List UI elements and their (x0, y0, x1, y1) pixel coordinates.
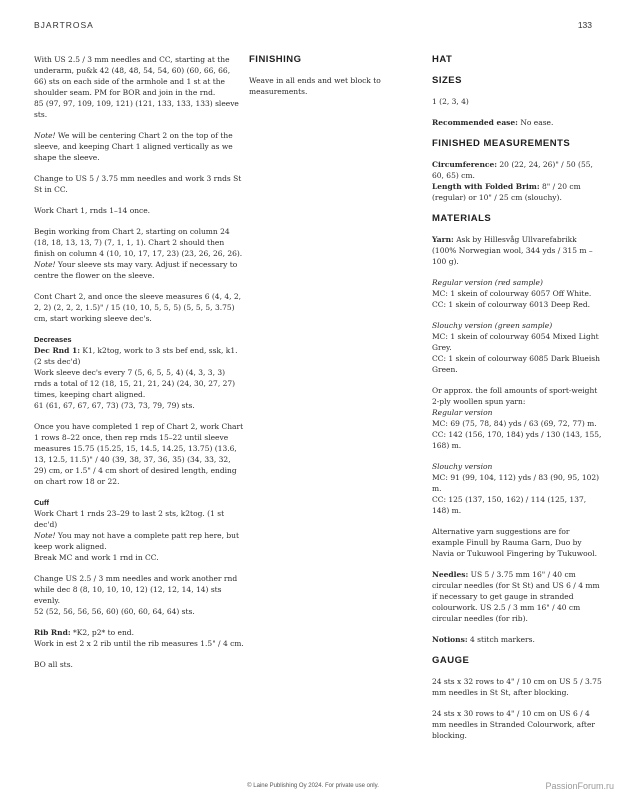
finished-measurements-heading: FINISHED MEASUREMENTS (432, 138, 571, 149)
sleeve-intro: With US 2.5 / 3 mm needles and CC, starting at the underarm, pu&k 42 (48, 48, 54, 54, 60) (60, 66, 66, 66) sts on each side of the armhole and 1 st at the shoulder seam. PM for BOR and join in the rnd. 85 (97, 97, 109, 109, 121) (121, 133, 133, 133) sleeve sts. (34, 55, 239, 119)
chart2-note-text: Your sleeve sts may vary. Adjust if necessary to centre the flower on the sleeve. (34, 260, 238, 280)
notions-text: 4 stitch markers. (467, 635, 535, 644)
sleeve-change-rib-needles: Change US 2.5 / 3 mm needles and work another rnd while dec 8 (8, 10, 10, 10, 12) (12, 12, 14, 14) sts evenly. 52 (52, 56, 56, 56, 60) (60, 60, 64, 64) sts. (34, 574, 238, 616)
sizes-text: 1 (2, 3, 4) (432, 97, 469, 106)
dec-rnd-label: Dec Rnd 1: (34, 346, 80, 355)
cuff-heading: Cuff (34, 498, 49, 507)
sleeve-note (34, 130, 244, 163)
gauge-stockinette: 24 sts x 32 rows to 4" / 10 cm on US 5 / 3.75 mm needles in St St, after blocking. (432, 677, 602, 697)
regular-version-text: MC: 1 skein of colourway 6057 Off White. CC: 1 skein of colourway 6013 Deep Red. (432, 289, 592, 309)
sleeve-chart2 (34, 226, 244, 281)
slouchy-version-text: MC: 1 skein of colourway 6054 Mixed Light Grey. CC: 1 skein of colourway 6085 Dark Blueish Green. (432, 332, 600, 374)
gauge-colourwork: 24 sts x 30 rows to 4" / 10 cm on US 6 / 4 mm needles in Stranded Colourwork, after blocking. (432, 709, 595, 740)
approx-regular-text: MC: 69 (75, 78, 84) yds / 63 (69, 72, 77) m. CC: 142 (156, 170, 184) yds / 130 (143, 155, 168) m. (432, 419, 602, 450)
approx-slouchy-label: Slouchy version (432, 462, 493, 471)
rib-label: Rib Rnd: (34, 628, 71, 637)
hat-heading: HAT (432, 54, 453, 65)
needles-label: Needles: (432, 570, 469, 579)
notions (432, 634, 602, 645)
yarn-alternatives: Alternative yarn suggestions are for example Finull by Rauma Garn, Duo by Navia or Tukuwool Fingering by Tukuwool. (432, 527, 597, 558)
decreases-block (34, 334, 244, 411)
decreases-heading: Decreases (34, 335, 72, 344)
circumference-text: 20 (22, 24, 26)" / 50 (55, 60, 65) cm. (432, 160, 593, 180)
bind-off: BO all sts. (34, 660, 73, 669)
rib-text: *K2, p2* to end. Work in est 2 x 2 rib until the rib measures 1.5" / 4 cm. (34, 628, 244, 648)
finishing-heading: FINISHING (249, 54, 302, 65)
finishing-text: Weave in all ends and wet block to measurements. (249, 76, 381, 96)
yarn-text: Ask by Hillesvåg Ullvarefabrikk (100% Norwegian wool, 344 yds / 315 m – 100 g). (432, 235, 593, 266)
regular-version-label: Regular version (red sample) (432, 278, 543, 287)
notions-label: Notions: (432, 635, 468, 644)
slouchy-version-label: Slouchy version (green sample) (432, 321, 553, 330)
ease-text: No ease. (517, 118, 554, 127)
ease (432, 117, 602, 128)
approx-slouchy (432, 461, 602, 516)
regular-version (432, 277, 602, 310)
finishing-column (249, 54, 399, 107)
cuff-block (34, 497, 244, 563)
yarn-label: Yarn: (432, 235, 454, 244)
length-label: Length with Folded Brim: (432, 182, 540, 191)
sleeve-change-needles: Change to US 5 / 3.75 mm needles and work 3 rnds St St in CC. (34, 174, 242, 194)
rib-block (34, 627, 244, 649)
approx-text: Or approx. the foll amounts of sport-weight 2-ply woollen spun yarn: (432, 386, 598, 406)
watermark: PassionForum.ru (545, 781, 614, 791)
cuff-text: Work Chart 1 rnds 23–29 to last 2 sts, k2tog. (1 st dec'd) (34, 509, 225, 529)
approx-regular-label: Regular version (432, 408, 493, 417)
length-text: 8" / 20 cm (regular) or 10" / 25 cm (slouchy). (432, 182, 581, 202)
sizes-heading: SIZES (432, 75, 462, 86)
running-header: BJARTROSA (34, 20, 94, 30)
sleeve-cont: Cont Chart 2, and once the sleeve measures 6 (4, 4, 2, 2, 2) (2, 2, 2, 1.5)" / 15 (10, 10, 5, 5, 5) (5, 5, 5, 3.75) cm, start working sleeve dec's. (34, 292, 242, 323)
ease-label: Recommended ease: (432, 118, 518, 127)
sleeve-repeat: Once you have completed 1 rep of Chart 2, work Chart 1 rows 8–22 once, then rep rnds 15–22 until sleeve measures 15.75 (15.25, 15, 14.5, 14.25, 13.75) (13.6, 13, 12.5, 11.5)" / 40 (39, 38, 37, 36, 35) (34, 33, 32, 29) cm, or 1.5" / 4 cm short of desired length, ending on chart row 18 or 22. (34, 422, 244, 486)
cuff-note-text: You may not have a complete patt rep here, but keep work aligned. Break MC and work 1 rnd in CC. (34, 531, 240, 562)
chart2-text: Begin working from Chart 2, starting on column 24 (18, 18, 13, 13, 7) (7, 1, 1, 1). Chart 2 should then finish on column 4 (10, 10, 17, 17, 23) (23, 26, 26, 26). (34, 227, 243, 258)
chart2-note-label: Note! (34, 260, 56, 269)
approx-amounts (432, 385, 602, 451)
note-text: We will be centering Chart 2 on the top of the sleeve, and keeping Chart 1 aligned vertically as we shape the sleeve. (34, 131, 233, 162)
yarn (432, 234, 602, 267)
hat-column (432, 54, 602, 751)
cuff-note-label: Note! (34, 531, 56, 540)
sleeve-column (34, 54, 244, 680)
gauge-heading: GAUGE (432, 655, 470, 666)
dec-rnd-text: K1, k2tog, work to 3 sts bef end, ssk, k1. (2 sts dec'd) Work sleeve dec's every 7 (5, 6, 5, 5, 4) (4, 3, 3, 3) rnds a total of 12 (18, 15, 21, 21, 24) (24, 30, 27, 27) times, keeping chart aligned. 61 (61, 67, 67, 67, 73) (73, 73, 79, 79) sts. (34, 346, 238, 410)
materials-heading: MATERIALS (432, 213, 492, 224)
copyright-footer: © Laine Publishing Oy 2024. For private use only. (247, 783, 379, 789)
circumference-label: Circumference: (432, 160, 498, 169)
needles (432, 569, 602, 624)
note-label: Note! (34, 131, 56, 140)
needles-text: US 5 / 3.75 mm 16" / 40 cm circular needles (for St St) and US 6 / 4 mm if necessary to get gauge in stranded colourwork. US 2.5 / 3 mm 16" / 40 cm circular needles (for rib). (432, 570, 600, 623)
slouchy-version (432, 320, 602, 375)
page-number: 133 (577, 20, 592, 30)
sleeve-chart1: Work Chart 1, rnds 1–14 once. (34, 206, 151, 215)
measurements (432, 159, 602, 203)
approx-slouchy-text: MC: 91 (99, 104, 112) yds / 83 (90, 95, 102) m. CC: 125 (137, 150, 162) / 114 (125, 137, 148) m. (432, 473, 600, 515)
